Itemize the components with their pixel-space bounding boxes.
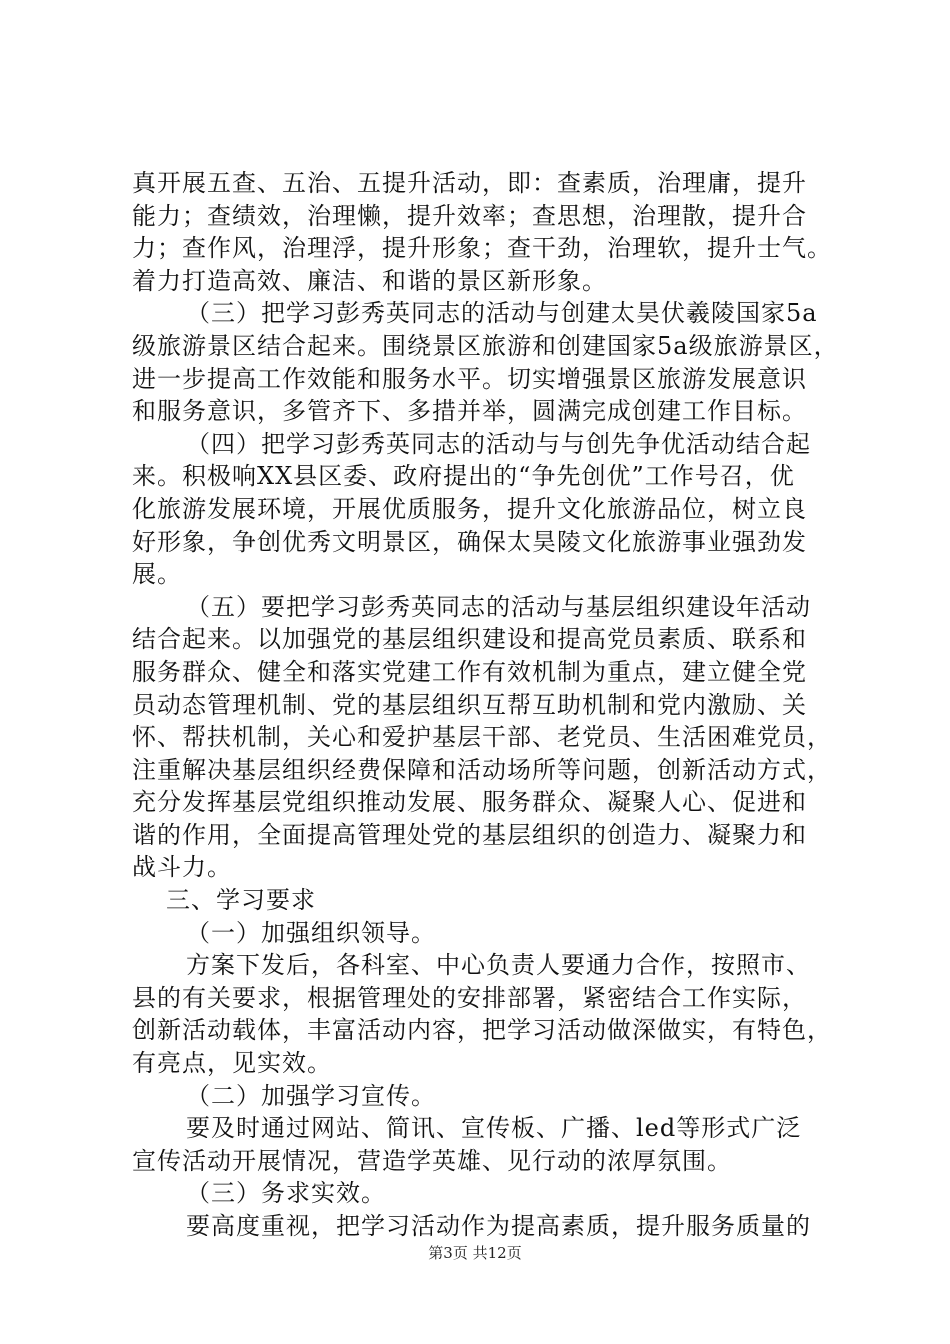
subsection-heading: （二）加强学习宣传。 — [186, 1081, 436, 1110]
text-line: 宣传活动开展情况，营造学英雄、见行动的浓厚氛围。 — [132, 1146, 732, 1175]
paragraph-start-line: （四）把学习彭秀英同志的活动与与创先争优活动结合起 — [186, 429, 811, 458]
text-line: 谐的作用，全面提高管理处党的基层组织的创造力、凝聚力和 — [132, 820, 807, 849]
section-heading: 三、学习要求 — [166, 886, 316, 915]
subsection-heading: （三）务求实效。 — [186, 1179, 386, 1208]
text-line: 化旅游发展环境，开展优质服务，提升文化旅游品位，树立良 — [132, 494, 807, 523]
text-line: 充分发挥基层党组织推动发展、服务群众、凝聚人心、促进和 — [132, 788, 807, 817]
paragraph-start-line: （五）要把学习彭秀英同志的活动与基层组织建设年活动 — [186, 592, 811, 621]
text-line: 和服务意识，多管齐下、多措并举，圆满完成创建工作目标。 — [132, 397, 807, 426]
text-line: 服务群众、健全和落实党建工作有效机制为重点，建立健全党 — [132, 657, 807, 686]
subsection-heading: （一）加强组织领导。 — [186, 918, 436, 947]
text-line: 创新活动载体，丰富活动内容，把学习活动做深做实，有特色， — [132, 1016, 832, 1045]
text-line: 力；查作风，治理浮，提升形象；查干劲，治理软，提升士气。 — [132, 234, 832, 263]
text-line: 来。积极响XX县区委、政府提出的“争先创优”工作号召，优 — [132, 462, 795, 491]
text-line: 员动态管理机制、党的基层组织互帮互助机制和党内激励、关 — [132, 690, 807, 719]
text-line: 展。 — [132, 560, 182, 589]
text-line: 能力；查绩效，治理懒，提升效率；查思想，治理散，提升合 — [132, 201, 807, 230]
page-number-footer: 第3页 共12页 — [428, 1244, 522, 1262]
text-line: 有亮点，见实效。 — [132, 1049, 332, 1078]
document-body — [132, 167, 852, 1243]
text-line: 战斗力。 — [132, 853, 232, 882]
text-line: 真开展五查、五治、五提升活动，即：查素质，治理庸，提升 — [132, 169, 807, 197]
text-line: 怀、帮扶机制，关心和爱护基层干部、老党员、生活困难党员， — [132, 723, 832, 752]
text-line: 注重解决基层组织经费保障和活动场所等问题，创新活动方式， — [132, 755, 832, 784]
paragraph-start-line: 要及时通过网站、简讯、宣传板、广播、led等形式广泛 — [186, 1114, 802, 1143]
text-line: 结合起来。以加强党的基层组织建设和提高党员素质、联系和 — [132, 625, 807, 654]
paragraph-start-line: 要高度重视，把学习活动作为提高素质，提升服务质量的 — [186, 1212, 811, 1240]
text-line: 着力打造高效、廉洁、和谐的景区新形象。 — [132, 266, 607, 295]
paragraph-start-line: 方案下发后，各科室、中心负责人要通力合作，按照市、 — [186, 951, 811, 980]
text-line: 进一步提高工作效能和服务水平。切实增强景区旅游发展意识 — [132, 364, 807, 393]
text-line: 好形象，争创优秀文明景区，确保太昊陵文化旅游事业强劲发 — [132, 527, 807, 556]
text-line: 县的有关要求，根据管理处的安排部署，紧密结合工作实际， — [132, 983, 807, 1012]
paragraph-start-line: （三）把学习彭秀英同志的活动与创建太昊伏羲陵国家5a — [186, 299, 818, 328]
text-line: 级旅游景区结合起来。围绕景区旅游和创建国家5a级旅游景区， — [132, 331, 839, 360]
